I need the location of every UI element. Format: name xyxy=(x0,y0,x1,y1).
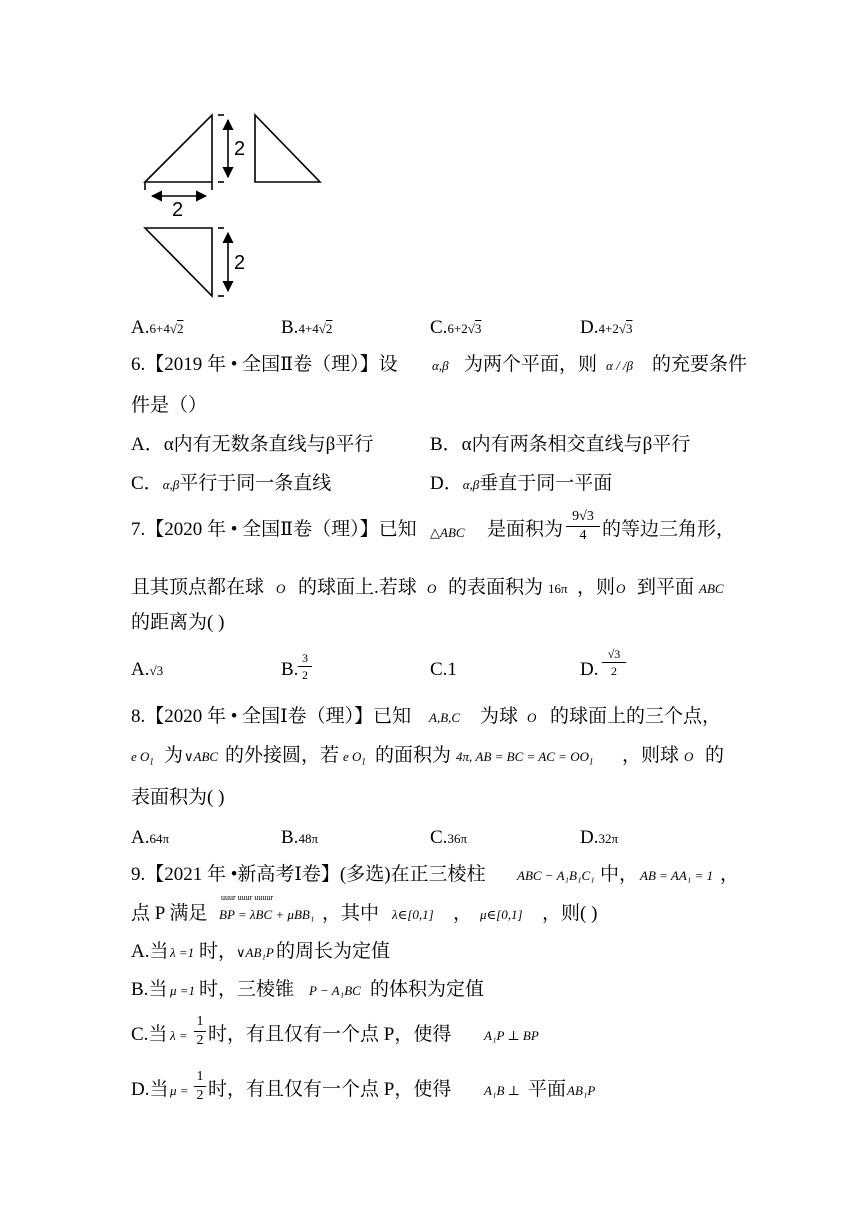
three-view-figure xyxy=(140,110,340,305)
q7-area-fraction: 9√3 4 xyxy=(566,510,600,543)
q6-option-c: C．α,β平行于同一条直线 xyxy=(131,473,332,494)
dim-label-height: 2 xyxy=(234,138,246,160)
q8-option-a: A.64π xyxy=(131,827,170,848)
q9-option-d-fraction: 1 2 xyxy=(194,1070,206,1103)
q7-option-d-fraction: √3 2 xyxy=(602,648,626,677)
q6-option-a: A．α内有无数条直线与β平行 xyxy=(131,434,374,455)
q6-option-b: B．α内有两条相交直线与β平行 xyxy=(430,434,691,455)
q7-option-b: B. xyxy=(281,659,299,680)
q7-option-d: D. xyxy=(580,659,599,680)
dim-label-top-view: 2 xyxy=(234,252,246,274)
q9-option-c-fraction: 1 2 xyxy=(194,1015,206,1048)
q5-option-a: A.6+4√2 xyxy=(131,317,184,338)
q5-option-d: D.4+2√3 xyxy=(580,317,633,338)
q5-option-c: C.6+2√3 xyxy=(430,317,482,338)
q7-option-b-fraction: 3 2 xyxy=(298,652,312,681)
q7-option-c: C.1 xyxy=(430,659,457,680)
dim-label-width: 2 xyxy=(172,199,184,221)
q5-option-b: B.4+4√2 xyxy=(281,317,333,338)
q6-option-d: D．α,β垂直于同一平面 xyxy=(430,473,613,494)
q8-option-d: D.32π xyxy=(580,827,619,848)
q8-option-c: C.36π xyxy=(430,827,468,848)
q7-option-a: A.√3 xyxy=(131,659,164,680)
q8-option-b: B.48π xyxy=(281,827,319,848)
